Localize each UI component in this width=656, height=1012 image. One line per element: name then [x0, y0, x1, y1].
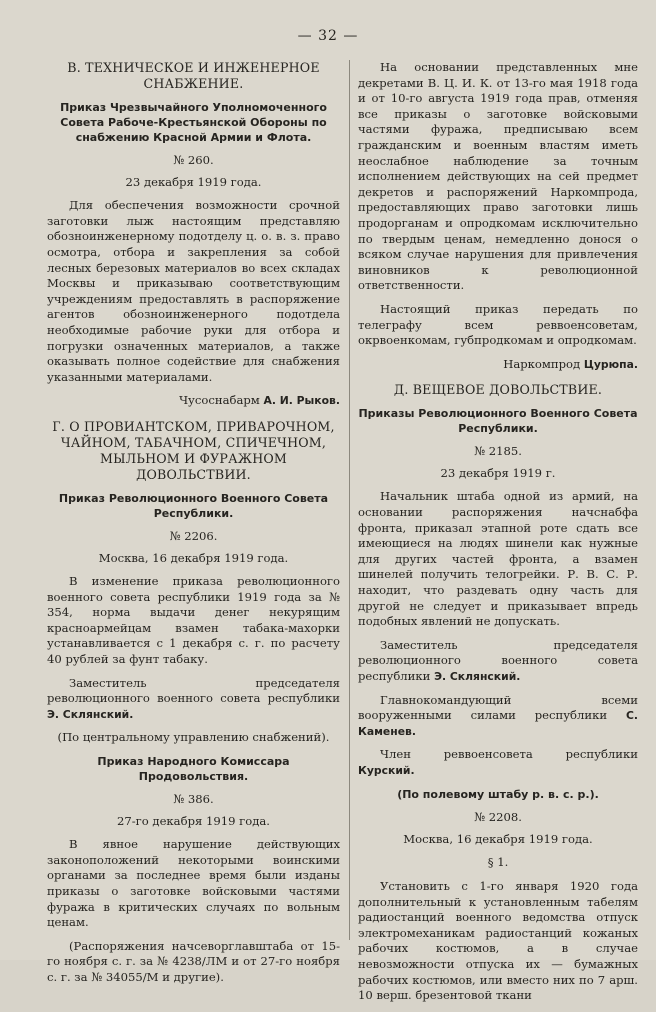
narkomprod-signature-name: Цурюпа. — [583, 357, 638, 371]
section-g-deputy-text: Заместитель председателя революционного военного совета республики — [47, 675, 340, 706]
section-d-commander — [358, 693, 638, 740]
section-g-deputy-name: Э. Склянский. — [47, 707, 134, 721]
section-food-number: № 386. — [173, 792, 214, 807]
column-divider — [349, 60, 350, 940]
narkomprod-signature-role: Наркомпрод — [503, 356, 581, 371]
section-d-text: Начальник штаба одной из армий, на основании распоряжения начснабфа фронта, приказал этапной роте сдать все имеющиеся на людях шинели как нужные для других частей фронта, а взамен шинелей получить телогрейки. Р. В. С. Р. находит, что раздевать одну часть для другой не следует и приказывает впредь подобных явлений не допускать. — [358, 489, 638, 629]
section-2208-text: Установить с 1-го января 1920 года дополнительный к установленным табелям радиостанций военного ведомства отпуск электромеханикам радиостанций кожаных рабочих костюмов, а в случае невозможности отпуска их — бумажных рабочих костюмов, или вместо них по 7 арш. 10 верш. брезентовой ткани — [358, 878, 638, 1003]
section-d-member — [358, 747, 638, 778]
page-number: — 32 — — [297, 28, 359, 44]
section-food-text: В явное нарушение действующих законоположений некоторыми воинскими органами за последнее время были изданы приказы о заготовке войсковыми частями фуража в критических случаях по вольным ценам. — [47, 837, 340, 930]
section-2208-date: Москва, 16 декабря 1919 года. — [403, 831, 593, 846]
section-g-date: Москва, 16 декабря 1919 года. — [98, 550, 289, 565]
section-d-deputy-text: Заместитель председателя революционного военного совета республики — [358, 637, 638, 683]
section-v-signature — [47, 393, 340, 409]
section-v-date: 23 декабря 1919 года. — [125, 174, 262, 189]
section-2208-paragraph-mark: § 1. — [487, 855, 509, 870]
section-food-note: (Распоряжения начсеворглавштаба от 15-го ноября с. г. за № 4238/ЛМ и от 27-го ноября с. г. за № 34055/М и другие). — [47, 938, 340, 984]
section-v-signature-role: Чусоснабарм — [179, 393, 260, 408]
section-2208-number: № 2208. — [474, 810, 522, 825]
section-d-commander-name: С. Каменев. — [358, 709, 638, 738]
section-g-note: (По центральному управлению снабжений). — [57, 730, 330, 745]
section-d-deputy-name: Э. Склянский. — [434, 670, 521, 683]
section-d-number: № 2185. — [474, 444, 522, 459]
section-d-order-title: Приказы Революционного Военного Совета Республики. — [358, 407, 638, 436]
continuation-text: На основании представленных мне декретами В. Ц. И. К. от 13-го мая 1918 года и от 10-го августа 1919 года прав, отменяя все приказы о заготовке войсковыми частями фуража, предписываю всем гражданским и военным властям иметь неослабное наблюдение за точным исполнением действующих на сей предмет декретов и распоряжений Наркомпрода, предоставляющих право заготовки лишь продорганам и опродкомам исключительно по твердым ценам, немедленно донося о всяком случае нарушения для привлечения виновников к революционной ответственности. — [358, 60, 638, 293]
right-column — [358, 60, 638, 1012]
section-v-signature-name: А. И. Рыков. — [263, 394, 340, 408]
section-v-number: № 260. — [173, 153, 214, 167]
narkomprod-signature — [358, 357, 638, 373]
left-column — [47, 60, 340, 994]
section-food-order-title: Приказ Народного Комиссара Продовольствия. — [97, 755, 290, 784]
section-v-text: Для обеспечения возможности срочной заготовки лыж настоящим представляю обозноинженерному подотделу ц. о. в. з. право осмотра, отбора и закрепления за собой лесных березовых материалов во всех складах Москвы и приказываю соответствующим учреждениям предоставлять в распоряжение агентов обозноинженерного подотдела необходимые рабочие руки для отбора и погрузки означенных материалов, а также оказывать полное содействие для снабжения указанными материалами. — [47, 198, 340, 384]
section-g-heading: Г. О ПРОВИАНТСКОМ, ПРИВАРОЧНОМ, ЧАЙНОМ, ТАБАЧНОМ, СПИЧЕЧНОМ, МЫЛЬНОМ И ФУРАЖНОМ ДОВОЛЬСТВИИ. — [52, 418, 335, 482]
section-v-order-title: Приказ Чрезвычайного Уполномоченного Совета Рабоче-Крестьянской Обороны по снабжению Красной Армии и Флота. — [60, 101, 327, 144]
section-d-member-text: Член реввоенсовета республики — [380, 747, 638, 762]
section-g-order-title: Приказ Революционного Военного Совета Республики. — [58, 491, 329, 520]
section-g-deputy — [47, 676, 340, 723]
section-d-note: (По полевому штабу р. в. с. р.). — [397, 787, 599, 801]
section-d-commander-text: Главнокомандующий всеми вооруженными силами республики — [358, 692, 638, 723]
section-d-member-name: Курский. — [358, 763, 415, 777]
section-v-heading: В. ТЕХНИЧЕСКОЕ И ИНЖЕНЕРНОЕ СНАБЖЕНИЕ. — [67, 60, 320, 91]
section-d-date: 23 декабря 1919 г. — [440, 465, 556, 480]
section-food-date: 27-го декабря 1919 года. — [117, 813, 270, 828]
section-g-number: № 2206. — [169, 528, 218, 543]
section-g-text: В изменение приказа революционного военного совета республики 1919 года за № 354, норма выдачи денег некурящим красноармейцам взамен табака-махорки устанавливается с 1 декабря с. г. по расчету 40 рублей за фунт табаку. — [47, 574, 340, 667]
section-d-deputy — [358, 638, 638, 685]
section-d-heading: Д. ВЕЩЕВОЕ ДОВОЛЬСТВИЕ. — [393, 382, 603, 398]
telegraph-text: Настоящий приказ передать по телеграфу всем реввоенсоветам, окрвоенкомам, губпродкомам и опродкомам. — [358, 301, 638, 348]
